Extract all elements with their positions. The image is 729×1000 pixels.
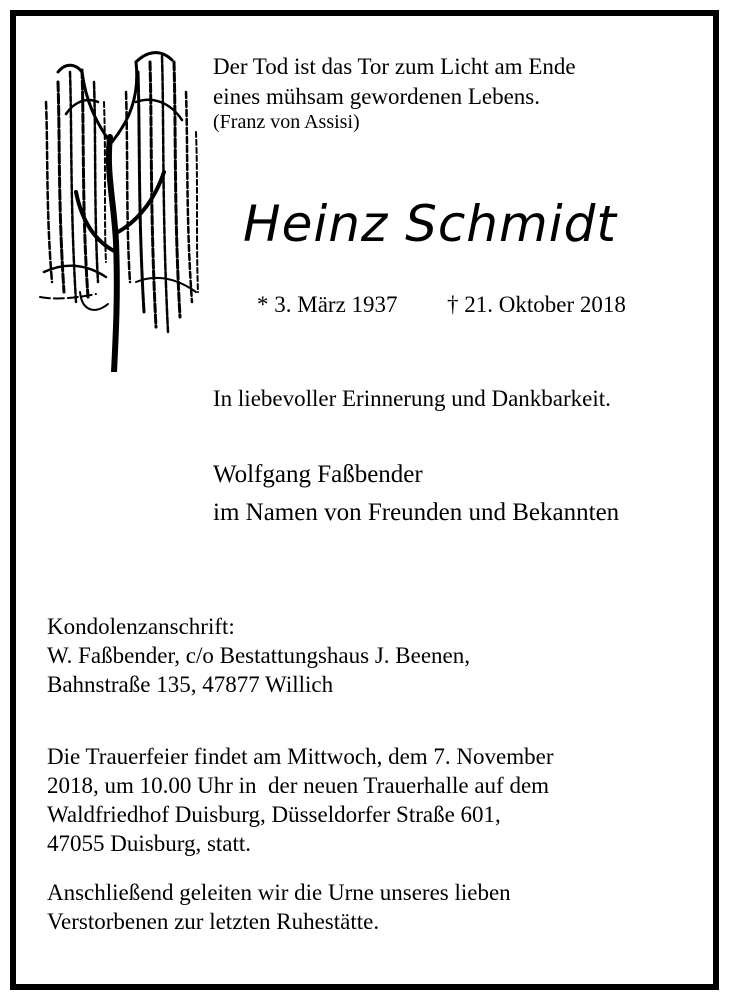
ceremony-line-1: Die Trauerfeier findet am Mittwoch, dem 7. November xyxy=(47,744,554,769)
signer-note: im Namen von Freunden und Bekannten xyxy=(213,499,620,526)
condolence-address-line-2: Bahnstraße 135, 47877 Willich xyxy=(47,672,334,697)
ceremony-line-4: 47055 Duisburg, statt. xyxy=(47,831,252,856)
condolence-address-line-1: W. Faßbender, c/o Bestattungshaus J. Beenen, xyxy=(47,643,471,668)
quote-line-2: eines mühsam gewordenen Lebens. xyxy=(213,84,541,109)
quote-author: (Franz von Assisi) xyxy=(213,111,360,133)
weeping-willow-icon xyxy=(36,42,200,372)
ceremony-line-3: Waldfriedhof Duisburg, Düsseldorfer Straße 601, xyxy=(47,802,501,827)
remembrance-text: In liebevoller Erinnerung und Dankbarkeit. xyxy=(213,386,611,411)
birth-date: * 3. März 1937 xyxy=(257,292,398,317)
urn-line-1: Anschließend geleiten wir die Urne unseres lieben xyxy=(47,880,511,905)
urn-line-2: Verstorbenen zur letzten Ruhestätte. xyxy=(47,909,380,934)
condolence-label: Kondolenzanschrift: xyxy=(47,614,235,639)
death-date: † 21. Oktober 2018 xyxy=(447,292,626,317)
signer-name: Wolfgang Faßbender xyxy=(213,461,423,488)
quote-line-1: Der Tod ist das Tor zum Licht am Ende xyxy=(213,54,576,79)
ceremony-line-2: 2018, um 10.00 Uhr in der neuen Trauerhalle auf dem xyxy=(47,773,550,798)
deceased-name: Heinz Schmidt xyxy=(243,195,617,253)
